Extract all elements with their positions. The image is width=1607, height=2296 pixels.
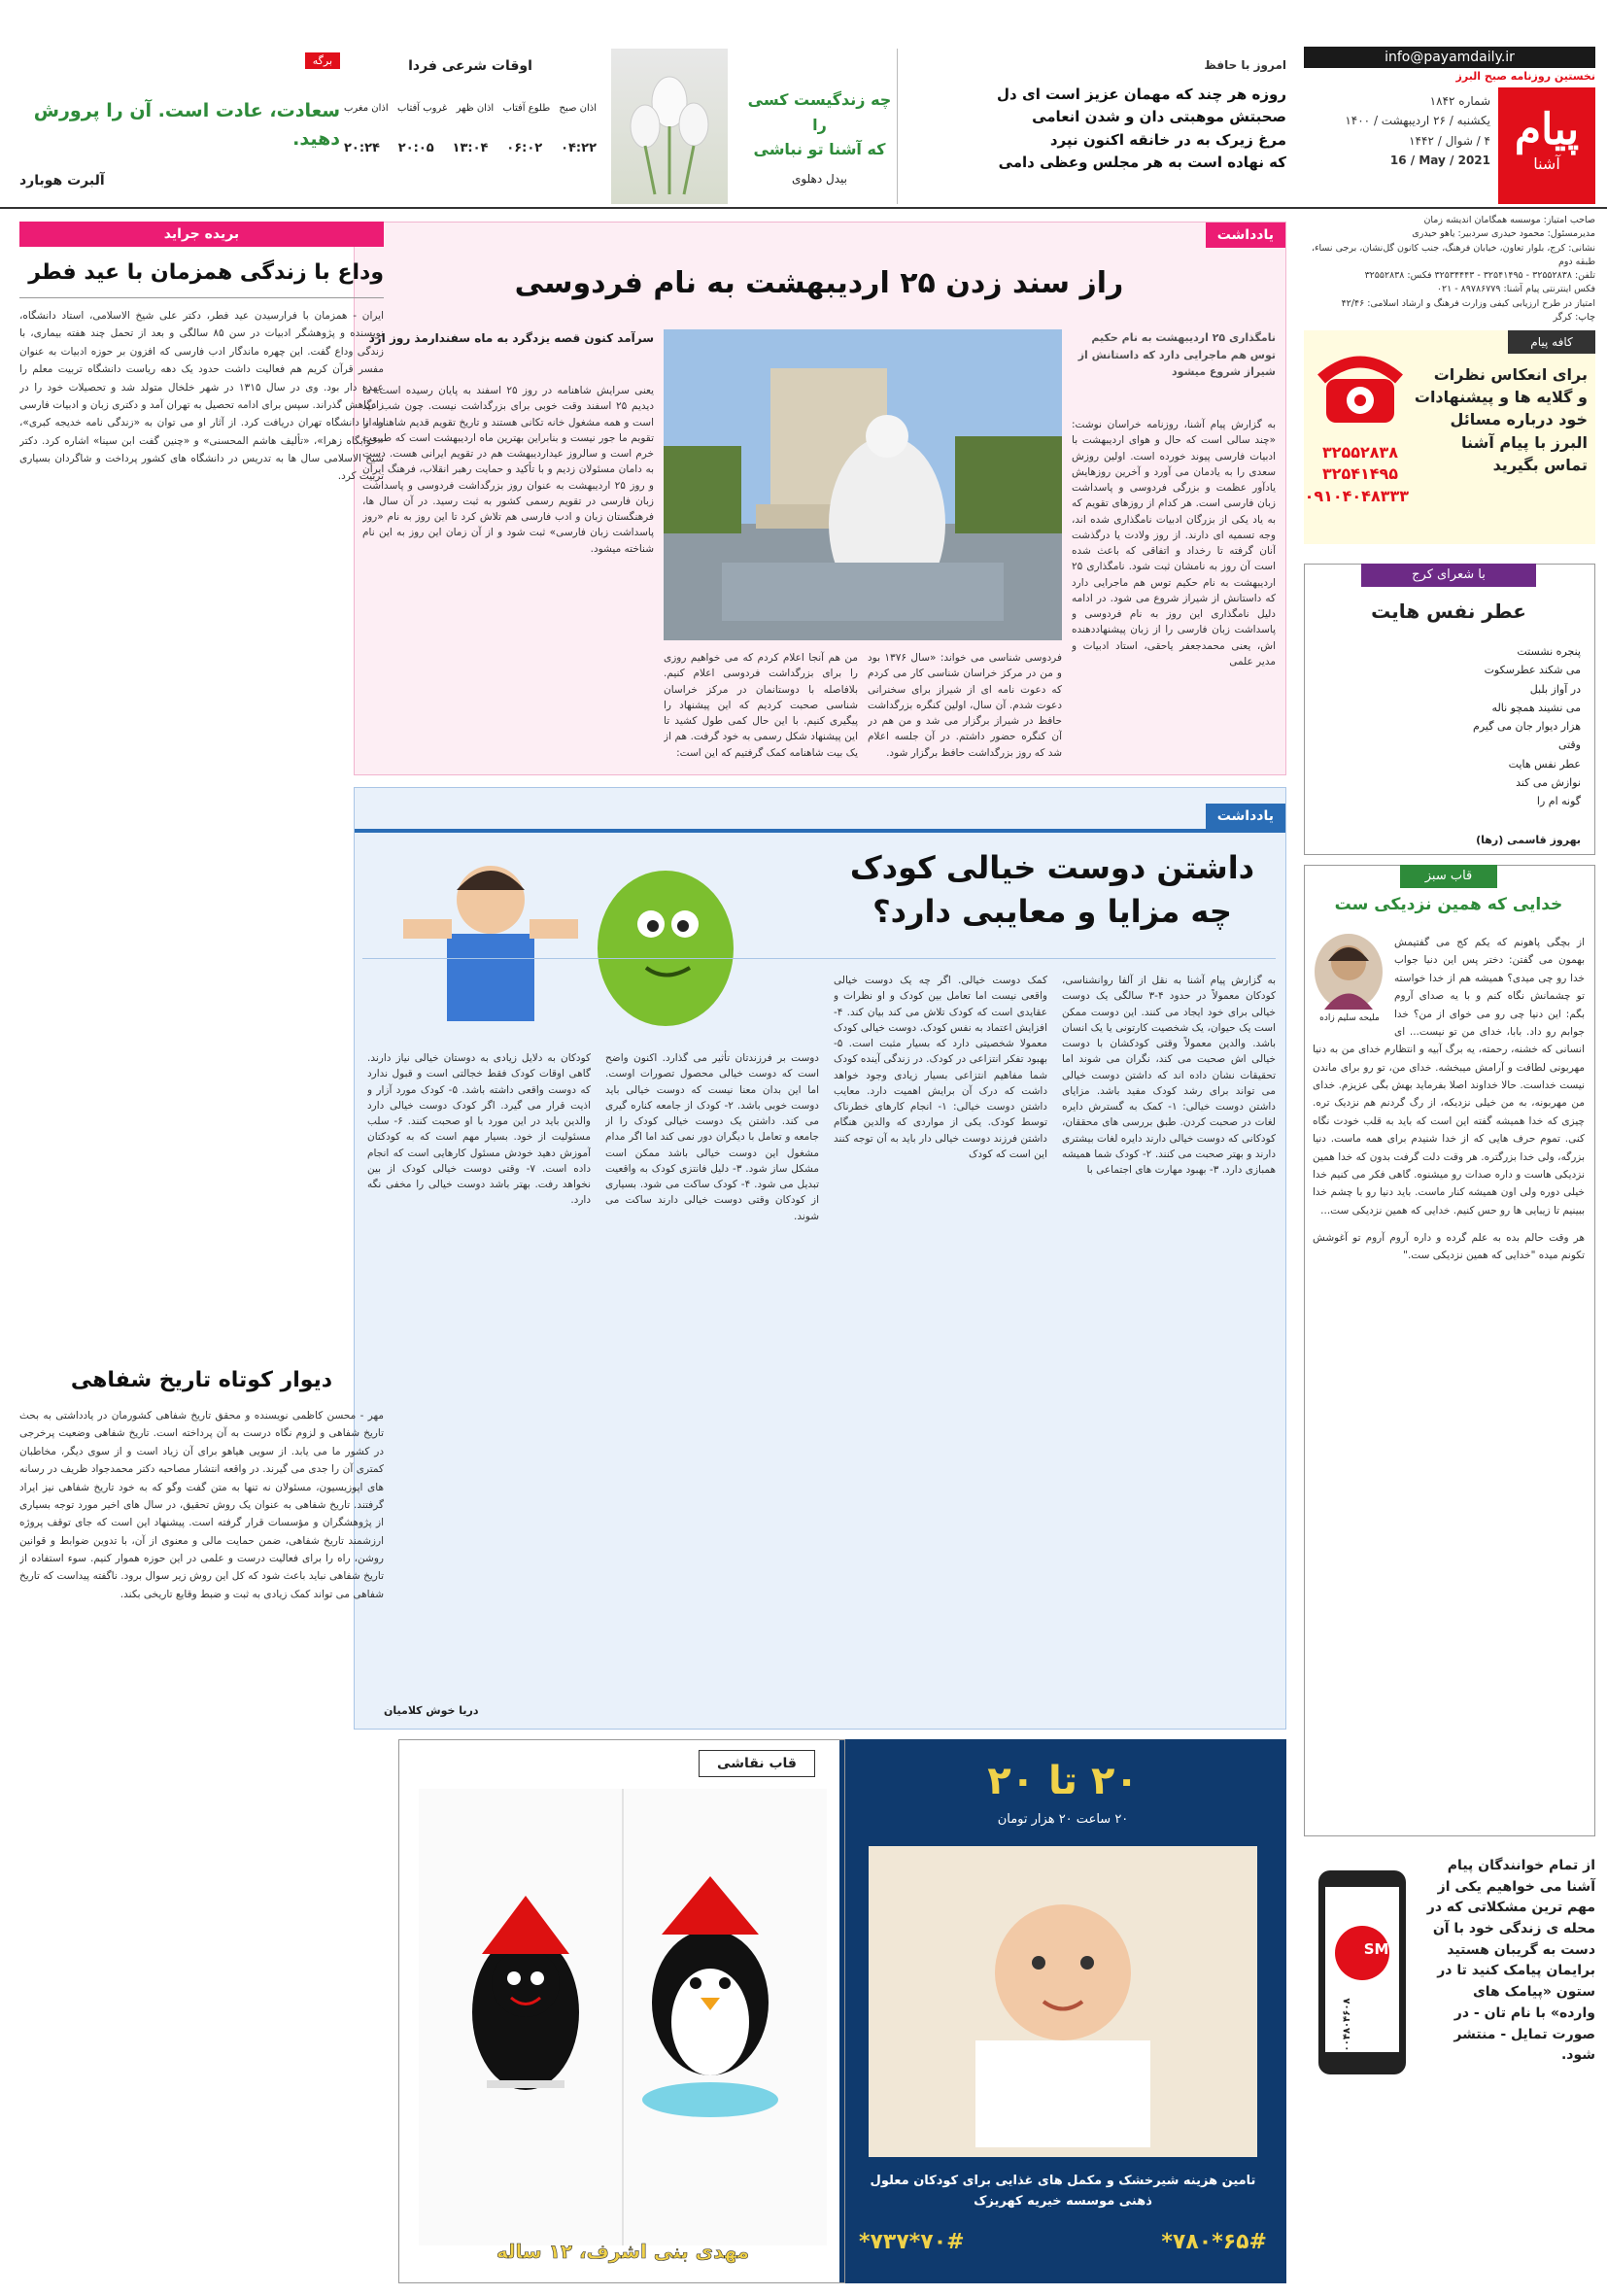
- date-ar: ۴ / شوال / ۱۴۴۲: [1409, 133, 1490, 148]
- info-line: امتیاز در طرح ارزیابی کیفی وزارت فرهنگ و ارشاد اسلامی: ۴۲/۴۶: [1341, 297, 1595, 309]
- prayer-labels: [344, 103, 597, 114]
- ad-codes: [859, 2230, 1267, 2254]
- article2-rule: [355, 829, 1285, 833]
- sidebar-label: بریده جراید: [19, 222, 384, 247]
- article1-col2b: من هم آنجا اعلام کردم که می خواهیم روزی را برای بزرگداشت فردوسی اعلام کنیم. بلافاصله با دوستانمان در مرکز خراسان شناسی صحبت کردیم که این پیشنهاد را پیگیری کنیم. با این حال کمی طول کشید تا این پیشنهاد شکل رسمی به خود گرفت. هم از یک بیت شاهنامه کمک گرفتیم که این است:: [664, 652, 858, 759]
- prayer-time: ۲۰:۰۵: [397, 141, 434, 155]
- green-box: [1304, 865, 1595, 1836]
- article1-label: یادداشت: [1206, 223, 1285, 248]
- article1-lead: نامگذاری ۲۵ اردیبهشت به نام حکیم توس هم ماجرایی دارد که داستانش از شیراز شروع میشود: [1077, 331, 1276, 379]
- hafez-poem: [917, 84, 1286, 174]
- cafe-phones: [1304, 442, 1409, 507]
- sms-number[interactable]: ۳۰۰۰۴۸۰۴۶۰۸: [1342, 1998, 1352, 2064]
- leaf-box: [19, 49, 340, 204]
- poem-line: هزار دیوار جان می گیرم: [1473, 720, 1581, 733]
- sidebar-title2: دیوار کوتاه تاریخ شفاهی: [70, 1368, 333, 1392]
- logo-area: [1304, 70, 1595, 206]
- masthead: [0, 0, 1607, 209]
- green-title: خدایی که همین نزدیکی ست: [1334, 895, 1563, 914]
- hafez-line: مرغ زیرک به در خانقه اکنون نپرد: [1049, 130, 1286, 149]
- cafe-line: البرز با پیام آشنا: [1461, 432, 1588, 452]
- drawing-image: [419, 1789, 827, 2245]
- article2-col2: کمک دوست خیالی. اگر چه یک دوست خیالی واقعی نیست اما تعامل بین کودک و او نظرات و عقایدی است که کودک تلاش می کند بیان کند. ۴- افزایش اعتماد به نفس کودک. دوست خیالی کودک معمولا شخصیتی دارد که بسیار مثبت است. ۵- بهبود تفکر انتزاعی در کودک. در زندگی آینده کودک شما مفاهیم انتزاعی بسیار زیادی وجود خواهد داشت که درک آن برایش اهمیت دارد. معایب داشتن دوست خیالی: ۱- انجام کارهای خطرناک توسط کودک. یکی از مواردی که والدین هنگام داشتن فرزند دوست خیالی دار باید به آن توجه کنند این است که کودک: [834, 975, 1047, 1160]
- article2-title: داشتن دوست خیالی کودک چه مزایا و معایبی دارد؟: [849, 849, 1255, 930]
- tagline: نخستین روزنامه صبح البرز: [1455, 70, 1595, 83]
- cafe-line: تماس بگیرید: [1492, 455, 1588, 474]
- phone-icon: [1312, 340, 1409, 437]
- ad-caption: تامین هزینه شیرخشک و مکمل های غذایی برای کودکان معلول ذهنی موسسه خیریه کهریزک: [870, 2174, 1256, 2209]
- cafe-line: برای انعکاس نظرات: [1433, 365, 1588, 384]
- poem-label: با شعرای کرج: [1361, 564, 1536, 587]
- date-en: 16 / May / 2021: [1389, 154, 1490, 168]
- cafe-phone[interactable]: ۳۲۵۴۱۴۹۵: [1321, 464, 1399, 484]
- hafez-line: صحبتش موهبتی دان و شدن انعامی: [1032, 108, 1286, 126]
- poem-line: می نشیند همچو ناله: [1491, 701, 1581, 714]
- article2-col1: به گزارش پیام آشنا به نقل از آلفا روانشناسی، کودکان معمولاً در حدود ۴-۳ سالگی یک دوست خیالی برای خود ایجاد می کنند. این دوست ممکن است یک حیوان، یک شخصیت کارتونی یا یک انسان باشد. والدین معمولاً وقتی کودکشان با دوست خیالی اش صحبت می کند، نگران می شوند اما تحقیقات نشان داده اند که داشتن دوست خیالی می تواند برای رشد کودک مفید باشد. مزایای داشتن دوست خیالی: ۱- کمک به گسترش دایره لغات در صحبت کردن. طبق بررسی های محققان، کودکانی که دوست خیالی دارند دایره لغات بیشتری دارند و بهتر صحبت می کنند. ۲- کودک شما همیشه همبازی دارد. ۳- بهبود مهارت های اجتماعی با: [1062, 975, 1276, 1177]
- poem-line: وقتی: [1557, 738, 1581, 752]
- left-news-column: [19, 222, 384, 2281]
- article1-subhead: سرآمد کنون قصه یزدگرد به ماه سفندارمذ روز ارد: [368, 331, 654, 345]
- cafe-line: خود درباره مسائل: [1450, 410, 1588, 429]
- article2-col3: دوست بر فرزندتان تأثیر می گذارد. اکنون واضح است که دوست خیالی محصول تصورات اوست. اما این بدان معنا نیست که دوست خیالی باید دوست خوبی باشد. ۲- کودک از جامعه کناره گیری می کند. داشتن یک دوست خیالی کودک را از جامعه و تعامل با دیگران دور نمی کند اما اگر مدام مشغول این دوست خیالی باشد ممکن است مشکل ساز شود. ۳- دلیل فانتزی کودک به واقعیت تبدیل می شود. ۴- کودک ساکت می شود. بسیاری از کودکان وقتی دوست خیالی دارند ساکت می شوند.: [605, 1052, 819, 1222]
- date-fa: یکشنبه / ۲۶ اردیبهشت / ۱۴۰۰: [1345, 114, 1490, 128]
- info-line: فکس اینترنتی پیام آشنا: ۸۹۷۸۶۷۷۹ - ۰۲۱: [1436, 284, 1595, 295]
- leaf-label: برگه: [305, 52, 340, 69]
- article1-col3: یعنی سرایش شاهنامه در روز ۲۵ اسفند به پایان رسیده است. ما دیدیم ۲۵ اسفند وقت خوبی برای بزرگداشت نیست. چون شب عید است و همه مشغول خانه تکانی هستند و تاریخ تقویم قدیم شاهنامه با تقویم ما جور نیست و بنابراین بهترین ماه اردیبهشت است که طبیعت خرم است و سالروز عیداردیبهشت هم در تقویم ایرانی هست. دست به دامان مسئولان زدیم و با تأکید و حمایت رهبر انقلاب، فرهنگ ایران و روز ۲۵ اردیبهشت به عنوان روز بزرگداشت فردوسی و پاسداشت زبان فارسی در تقویم رسمی کشور به ثبت رسید. در آن سال ها، فرهنگستان زبان و ادب فارسی هم تلاش کرد تا این روز به نام «روز پاسداشت زبان فارسی» ثبت شود و از آن زمان این روز به این نام شناخته میشود.: [362, 385, 654, 555]
- hafez-box: [917, 58, 1286, 204]
- masthead-info: [1304, 214, 1595, 321]
- article2-col4: کودکان به دلایل زیادی به دوستان خیالی نیاز دارند. گاهی اوقات کودک فقط خجالتی است و قبول ندارد که دوست واقعی داشته باشد. ۵- کودک مورد آزار و اذیت قرار می گیرد. اگر کودک دوست خیالی دارد والدین باید در این مورد با او صحبت کنند. ۶- سلب مسئولیت از خود. بسیار مهم است که به کودکتان آموزش دهید خودش مسئول کارهایی است که انجام داده است. ۷- وقتی دوست خیالی کودک از بین نخواهد رفت. بهتر باشد دوست خیالی را مخفی نگه دارد.: [367, 1052, 591, 1207]
- cafe-line: و گلایه ها و پیشنهادات: [1414, 388, 1588, 407]
- baby-icon: [869, 1846, 1257, 2157]
- flower-photo: [611, 49, 728, 204]
- article2: [354, 787, 1286, 1730]
- article2-author: دریا خوش کلامیان: [384, 1704, 479, 1717]
- prayer-time: ۱۳:۰۴: [452, 141, 489, 155]
- article2-divider: [362, 958, 1276, 959]
- quote-line: که آشنا تو نباشی: [753, 140, 886, 159]
- article1-col1: به گزارش پیام آشنا، روزنامه خراسان نوشت: «چند سالی است که حال و هوای اردیبهشت با ادبیات فارسی پیوند خورده است. اولین روزش سعدی را به یادمان می آورد و آخرین روزهایش یادآور عظمت و بزرگی فردوسی و پاسداشت زبان فارسی است. هر کدام از روزهای تقویم که به یاد یکی از بزرگان ادبیات نامگذاری شده اند، وجه تسمیه ای دارند. از روز ولادت یا درگذشت آنان گرفته تا رخداد و اتفاقی که باعث شده است آن روز به نامشان ثبت شود. نامگذاری ۲۵ اردیبهشت به نام حکیم توس هم ماجرایی دارد که داستانش از شیراز شروع می شود. در ادامه دلیل نامگذاری این روز به نام فردوسی و پاسداشت زبان فارسی را از زبان پیشنهاددهنده اش، یعنی محمدجعفر یاحقی، استاد ادبیات و مدیر علمی: [1072, 419, 1276, 668]
- prayer-times: [344, 49, 597, 204]
- poem-line: می شکند عطرسکوت: [1484, 664, 1581, 677]
- prayer-label: غروب آفتاب: [397, 103, 448, 114]
- ferdowsi-photo: [664, 329, 1062, 640]
- logo: [1498, 87, 1595, 204]
- green-author: ملیحه سلیم زاده: [1319, 1013, 1380, 1023]
- leaf-quote: سعادت، عادت است. آن را پرورش دهید.: [33, 100, 340, 150]
- ad-code[interactable]: *۷۸۰*۶۵#: [1161, 2230, 1267, 2254]
- penguin-drawing-icon: [419, 1789, 827, 2245]
- ferdowsi-statue-icon: [664, 329, 1062, 640]
- logo-sub: آشنا: [1533, 154, 1560, 173]
- issue-info: [1306, 91, 1490, 171]
- sidebar-title: وداع با زندگی همزمان با عید فطر: [28, 260, 384, 285]
- cafe-lines: [1403, 363, 1588, 476]
- poem-author: بهروز قاسمی (رها): [1476, 834, 1581, 846]
- article1: [354, 222, 1286, 775]
- green-ending: هر وقت حالم بده به علم گرده و داره آروم آروم تو آغوشش تکونم میده "خدایی که همین نزدیکی ست.": [1313, 1232, 1585, 1262]
- prayer-title: اوقات شرعی فردا: [408, 58, 532, 74]
- info-line: چاپ: کرگر: [1553, 311, 1595, 323]
- ad-code[interactable]: *۷۳۷*۷۰#: [859, 2230, 965, 2254]
- child-monster-icon: [374, 841, 792, 1036]
- prayer-time: ۰۶:۰۲: [506, 141, 543, 155]
- info-line: مدیرمسئول: محمود حیدری سردبیر: یاهو حیدری: [1412, 228, 1595, 240]
- green-body-text: از بچگی پاهونم که یکم کج می گفتیمش بهمون می گفتن: دختر پس این دنیا جواب خدا رو چی میدی؟ همیشه هم از خدا خواسته تو چشمانش نگاه کنم و با یه صدای آروم بگم: این دنیا چی رو می خوای از من؟ خدا جوابم رو داد. بابا، خدای من تو نیست... ای انسانی که خشنه، رحمته، یه برگ آبیه و انتظارم خدای من به دنیا مهربونی لطافت و آرامش میبخشه. خدای من، تو رو برای ماندن نیست خداست. حالا خداوند اصلا بفرماید بهش بگی عزیزم. خدای من مهربونه، به من خیلی نزدیکه، از رگ گردنم هم نزدیک تره. چیزی که خدا همیشه گفته این است که باید به قلب خودت نگاه کنی. تموم حرف هایی که از خدا شنیدم برای همه ماست. دنیا بزرگه، ولی خدا بزرگتره. هر وقت دلت گرفت بدون که خدا همین نزدیکی هاست و داره صدات رو میشنوه. گاهی فکر می کنیم خدا خیلی دوره ولی اون همیشه کنار ماست. باید دنیا رو با چشم خدا ببینیم تا زیبایی ها رو حس کنیم. خدایی که همین نزدیکی ست...: [1313, 937, 1585, 1217]
- quote-author: بیدل دهلوی: [791, 171, 848, 186]
- poem-line: عطر نفس هایت: [1508, 757, 1581, 771]
- quote-line: چه زندگیست کسی را: [747, 90, 892, 134]
- prayer-label: اذان صبح: [559, 103, 597, 114]
- hafez-line: که نهاده است به هر مجلس وعظی دامی: [998, 153, 1286, 171]
- sms-box: [1304, 1846, 1595, 2283]
- green-label: قاب سبز: [1400, 865, 1497, 888]
- hafez-line: روزه هر چند که مهمان عزیز است ای دل: [997, 86, 1286, 103]
- poem-line: در آواز بلبل: [1529, 682, 1581, 696]
- cafe-phone[interactable]: ۰۹۱۰۴۰۴۸۳۳۳: [1304, 486, 1409, 505]
- article1-col2a: فردوسی شناسی می خواند: «سال ۱۳۷۶ بود و من در مرکز خراسان شناسی کار می کردم که دعوت نامه ای از شیراز برای سخنرانی دعوت شدم. آن سال، اولین کنگره بزرگداشت حافظ در شیراز برگزار می شد و من هم در آن کنگره حضور داشتم. در آن جلسه اعلام شد که روز بزرگداشت حافظ برگزار شود.: [868, 652, 1062, 759]
- sms-text: از تمام خوانندگان پیام آشنا می خواهیم یکی از مهم ترین مشکلاتی که در محله ی زندگی خود با آن دست به گریبان هستید برایمان پیامک کنید تا در ستون «پیامک های وارده» با نام تان - در صورت تمایل - منتشر شود.: [1426, 1858, 1595, 2064]
- prayer-label: طلوع آفتاب: [502, 103, 551, 114]
- charity-ad[interactable]: [839, 1739, 1286, 2283]
- leaf-author: آلبرت هوبارد: [19, 173, 105, 188]
- green-body: [1313, 934, 1585, 1808]
- prayer-values: [344, 141, 597, 155]
- poem-box: [1304, 564, 1595, 855]
- sidebar-body2: مهر - محسن کاظمی نویسنده و محقق تاریخ شفاهی کشورمان در یادداشتی به بحث تاریخ شفاهی و لزوم نگاه درست به آن پرداخته است. تاریخ شفاهی وضعیت پرخرجی در کشور ما می یابد. از سویی هیاهو برای آن زیاد است و از سوی دیگر، مخاطبان کمتری آن را جدی می گیرند. در واقعه انتشار مصاحبه دکتر محمدجواد ظریف در رسانه های اپوزیسیون، مسئولان نه تنها به متن گفت وگو که به خود تاریخ شفاهی نیز ایراد گرفتند. تاریخ شفاهی به عنوان یک روش تحقیق، در سال های اخیر مورد توجه بسیاری از پژوهشگران و مؤسسات قرار گرفته است. پیشنهاد این است که جای توقف پروژه ارزشمند تاریخ شفاهی، ضمن حمایت مالی و معنوی از آن، با تدوین ضوابط و قوانین روشن، راه را برای فعالیت درست و علمی در این حوزه هموار کنیم. سوء استفاده از تاریخ شفاهی نباید باعث شود که کل این روش زیر سوال برود. ناگفته پیداست که تاریخ شفاهی می تواند کمک زیادی به ثبت و ضبط وقایع تاریخی بکند.: [19, 1410, 384, 1600]
- email-address[interactable]: info@payamdaily.ir: [1304, 47, 1595, 68]
- hafez-label: امروز با حافظ: [1204, 58, 1286, 72]
- cafe-phone[interactable]: ۳۲۵۵۲۸۳۸: [1321, 443, 1399, 462]
- prayer-label: اذان مغرب: [344, 103, 389, 114]
- poem-line: گونه ام را: [1536, 795, 1581, 807]
- drawing-label: قاب نقاشی: [699, 1750, 815, 1777]
- mobile-phone-icon: [1304, 1866, 1420, 2079]
- child-monster-photo: [374, 841, 792, 1036]
- cafe-box: [1304, 330, 1595, 544]
- poem-line: پنجره نشستت: [1517, 645, 1581, 658]
- quote-poem: [742, 87, 897, 162]
- ad-headline: ۲۰ تا ۲۰: [987, 1759, 1139, 1803]
- info-line: صاحب امتیاز: موسسه همگامان اندیشه زمان: [1423, 215, 1595, 225]
- ad-subline: ۲۰ ساعت ۲۰ هزار تومان: [997, 1812, 1129, 1827]
- prayer-time: ۲۰:۲۴: [344, 141, 380, 155]
- logo-word: پیام: [1514, 105, 1580, 154]
- info-line: تلفن: ۳۲۵۵۲۸۳۸ - ۳۲۵۴۱۴۹۵ - ۳۲۵۳۴۴۴۳ فکس: ۳۲۵۵۲۸۳۸: [1364, 270, 1595, 281]
- poem-line: نوازش می کند: [1516, 775, 1581, 789]
- quote-box: [742, 49, 898, 204]
- issue-number: شماره ۱۸۴۲: [1429, 94, 1490, 108]
- baby-photo: [869, 1846, 1257, 2157]
- sms-badge: SMS: [1363, 1940, 1400, 1958]
- poem-title: عطر نفس هایت: [1371, 600, 1526, 623]
- article1-title: راز سند زدن ۲۵ اردیبهشت به نام فردوسی: [514, 266, 1124, 300]
- drawing-caption: مهدی بنی اشرف، ۱۲ ساله: [496, 2240, 750, 2263]
- poem-lines: [1318, 642, 1581, 810]
- cafe-title: کافه پیام: [1508, 330, 1595, 354]
- drawing-box: [398, 1739, 845, 2283]
- prayer-label: اذان ظهر: [456, 103, 495, 114]
- sidebar-body: ایران - همزمان با فرارسیدن عید فطر، دکتر علی شیخ الاسلامی، استاد دانشگاه، نویسنده و پژوهشگر ادبیات در سن ۸۵ سالگی و بعد از تحمل چند هفته بیماری، با زندگی وداع گفت. این چهره ماندگار ادب فارسی که افزون بر حوزه ادبیات به عنوان مفسر قرآن کریم هم فعالیت داشت حدود یک دهه ریاست دانشگاه تربیت معلم را عهده دار بود. وی در سال ۱۳۱۵ در شهر خلخال متولد شد و تحصیلات خود را در زادگاهش گذراند. سپس برای ادامه تحصیل به تهران آمد و دکتری زبان و ادبیات فارسی را از دانشگاه تهران دریافت کرد. از آثار او می توان به «زندگی نامه خدیجه کبری»، «خوابگاه زهرا»، «تألیف هاشم المحسنی» و «چنین گفت ابن سینا» اشاره کرد. دکتر شیخ الاسلامی سال ها به تدریس در دانشگاه های کشور پرداخت و شاگردان بسیاری تربیت کرد.: [19, 310, 384, 483]
- prayer-time: ۰۴:۲۲: [561, 141, 597, 155]
- tulip-icon: [611, 49, 728, 204]
- article2-label: یادداشت: [1206, 804, 1285, 829]
- info-line: نشانی: کرج، بلوار تعاون، خیابان فرهنگ، جنب کانون گل‌نشان، برجی نساء، طبقه دوم: [1312, 242, 1595, 267]
